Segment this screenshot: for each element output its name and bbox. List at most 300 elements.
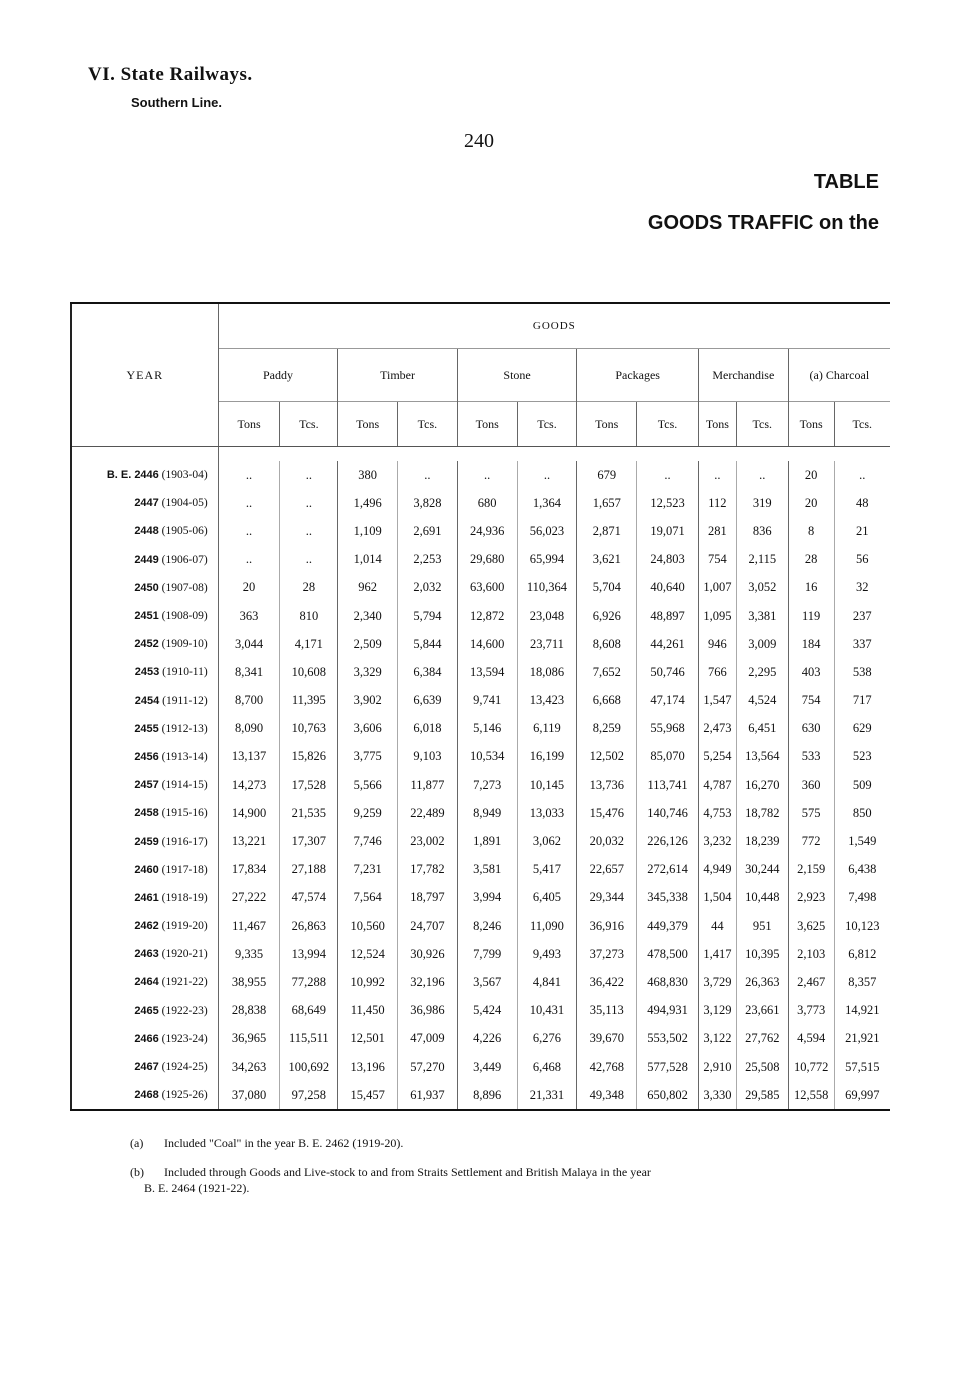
year-ce: (1911-12) <box>162 694 208 707</box>
year-ce: (1915-16) <box>161 807 208 820</box>
year-cell <box>71 884 218 912</box>
value-cell: 23,711 <box>517 630 577 658</box>
value-cell: .. <box>457 461 517 489</box>
value-cell: 8 <box>788 517 834 545</box>
value-cell: 32,196 <box>398 968 458 996</box>
value-cell: 9,741 <box>457 687 517 715</box>
value-cell: 57,515 <box>834 1053 890 1081</box>
value-cell: 1,496 <box>338 489 398 517</box>
value-cell: 14,921 <box>834 997 890 1025</box>
value-cell: 10,145 <box>517 771 577 799</box>
value-cell: 7,231 <box>338 856 398 884</box>
value-cell: 946 <box>698 630 736 658</box>
table-row <box>71 968 890 996</box>
value-cell: 494,931 <box>637 997 699 1025</box>
year-cell <box>71 489 218 517</box>
value-cell: 12,524 <box>338 940 398 968</box>
year-ce: (1906-07) <box>161 553 208 566</box>
value-cell: 23,661 <box>736 997 788 1025</box>
value-cell: 23,048 <box>517 602 577 630</box>
year-cell <box>71 461 218 489</box>
value-cell: 449,379 <box>637 912 699 940</box>
year-ce: (1909-10) <box>161 638 208 651</box>
value-cell: 13,137 <box>218 743 280 771</box>
value-cell: 6,668 <box>577 687 637 715</box>
value-cell: 37,273 <box>577 940 637 968</box>
value-cell: 281 <box>698 517 736 545</box>
value-cell: 4,524 <box>736 687 788 715</box>
value-cell: 21,921 <box>834 1025 890 1053</box>
value-cell: 380 <box>338 461 398 489</box>
value-cell: 8,608 <box>577 630 637 658</box>
footnote-b <box>130 1164 895 1196</box>
value-cell: 3,902 <box>338 687 398 715</box>
value-cell: 22,489 <box>398 799 458 827</box>
table-row <box>71 912 890 940</box>
value-cell: 9,493 <box>517 940 577 968</box>
year-be: 2458 <box>134 807 159 820</box>
value-cell: 468,830 <box>637 968 699 996</box>
year-be: 2460 <box>134 863 159 876</box>
value-cell: 679 <box>577 461 637 489</box>
value-cell: 3,122 <box>698 1025 736 1053</box>
value-cell: 11,395 <box>280 687 338 715</box>
value-cell: 3,773 <box>788 997 834 1025</box>
value-cell: 10,123 <box>834 912 890 940</box>
value-cell: 9,103 <box>398 743 458 771</box>
value-cell: 3,232 <box>698 827 736 855</box>
year-ce: (1907-08) <box>161 581 208 594</box>
value-cell: 14,273 <box>218 771 280 799</box>
section-subtitle: Southern Line. <box>131 95 222 110</box>
value-cell: 44,261 <box>637 630 699 658</box>
value-cell: 1,095 <box>698 602 736 630</box>
year-be: 2465 <box>134 1004 159 1017</box>
year-cell <box>71 602 218 630</box>
value-cell: 650,802 <box>637 1081 699 1110</box>
value-cell: 1,504 <box>698 884 736 912</box>
value-cell: 22,657 <box>577 856 637 884</box>
table-row <box>71 1025 890 1053</box>
value-cell: 11,090 <box>517 912 577 940</box>
year-ce: (1923-24) <box>161 1032 208 1045</box>
value-cell: 766 <box>698 658 736 686</box>
value-cell: 5,794 <box>398 602 458 630</box>
year-be: 2451 <box>134 610 159 623</box>
value-cell: 6,438 <box>834 856 890 884</box>
value-cell: 4,594 <box>788 1025 834 1053</box>
year-cell <box>71 968 218 996</box>
tcs-header: Tcs. <box>834 402 890 447</box>
value-cell: 836 <box>736 517 788 545</box>
value-cell: 10,395 <box>736 940 788 968</box>
value-cell: 1,547 <box>698 687 736 715</box>
value-cell: 538 <box>834 658 890 686</box>
value-cell: 680 <box>457 489 517 517</box>
value-cell: 754 <box>788 687 834 715</box>
value-cell: 1,417 <box>698 940 736 968</box>
value-cell: 6,405 <box>517 884 577 912</box>
year-be: 2454 <box>134 694 160 707</box>
table-row <box>71 884 890 912</box>
value-cell: 8,259 <box>577 715 637 743</box>
group-header: Stone <box>457 349 577 402</box>
value-cell: .. <box>280 546 338 574</box>
table-row <box>71 743 890 771</box>
table-row <box>71 630 890 658</box>
value-cell: 14,900 <box>218 799 280 827</box>
value-cell: 18,086 <box>517 658 577 686</box>
value-cell: 630 <box>788 715 834 743</box>
value-cell: 35,113 <box>577 997 637 1025</box>
year-be: 2456 <box>134 750 159 763</box>
value-cell: 5,844 <box>398 630 458 658</box>
value-cell: 27,222 <box>218 884 280 912</box>
value-cell: 28,838 <box>218 997 280 1025</box>
value-cell: 10,763 <box>280 715 338 743</box>
value-cell: 6,468 <box>517 1053 577 1081</box>
year-be: 2462 <box>134 920 159 933</box>
table-row <box>71 771 890 799</box>
value-cell: 6,276 <box>517 1025 577 1053</box>
table-row <box>71 940 890 968</box>
value-cell: 7,746 <box>338 827 398 855</box>
value-cell: 1,657 <box>577 489 637 517</box>
value-cell: 13,196 <box>338 1053 398 1081</box>
value-cell: 3,062 <box>517 827 577 855</box>
year-be: 2461 <box>134 891 159 904</box>
year-be: 2466 <box>134 1032 159 1045</box>
value-cell: 10,431 <box>517 997 577 1025</box>
value-cell: 77,288 <box>280 968 338 996</box>
year-ce: (1912-13) <box>161 722 208 735</box>
table-row <box>71 658 890 686</box>
year-be: 2463 <box>134 948 159 961</box>
value-cell: 48 <box>834 489 890 517</box>
value-cell: 754 <box>698 546 736 574</box>
value-cell: .. <box>736 461 788 489</box>
value-cell: 38,955 <box>218 968 280 996</box>
year-cell <box>71 912 218 940</box>
value-cell: .. <box>218 546 280 574</box>
value-cell: 12,872 <box>457 602 517 630</box>
year-cell <box>71 687 218 715</box>
value-cell: 15,457 <box>338 1081 398 1110</box>
value-cell: 2,253 <box>398 546 458 574</box>
value-cell: 478,500 <box>637 940 699 968</box>
value-cell: 28 <box>788 546 834 574</box>
tons-header: Tons <box>577 402 637 447</box>
year-be: 2468 <box>134 1089 159 1102</box>
value-cell: 110,364 <box>517 574 577 602</box>
year-ce: (1914-15) <box>161 779 208 792</box>
year-ce: (1924-25) <box>161 1061 208 1074</box>
value-cell: 3,625 <box>788 912 834 940</box>
value-cell: 3,775 <box>338 743 398 771</box>
value-cell: 6,119 <box>517 715 577 743</box>
value-cell: 37,080 <box>218 1081 280 1110</box>
value-cell: 3,567 <box>457 968 517 996</box>
value-cell: 12,502 <box>577 743 637 771</box>
value-cell: 10,992 <box>338 968 398 996</box>
year-be: 2448 <box>134 525 159 538</box>
value-cell: 14,600 <box>457 630 517 658</box>
year-ce: (1922-23) <box>161 1004 208 1017</box>
value-cell: 24,803 <box>637 546 699 574</box>
value-cell: 26,863 <box>280 912 338 940</box>
value-cell: 63,600 <box>457 574 517 602</box>
value-cell: 29,344 <box>577 884 637 912</box>
table-row <box>71 517 890 545</box>
value-cell: 25,508 <box>736 1053 788 1081</box>
value-cell: 112 <box>698 489 736 517</box>
value-cell: 5,146 <box>457 715 517 743</box>
value-cell: 3,129 <box>698 997 736 1025</box>
value-cell: 226,126 <box>637 827 699 855</box>
value-cell: 345,338 <box>637 884 699 912</box>
footnote-a-mark: (a) <box>130 1136 144 1150</box>
year-be: B. E. 2446 <box>106 469 159 482</box>
value-cell: 810 <box>280 602 338 630</box>
footnote-b-text-2: B. E. 2464 (1921-22). <box>144 1181 250 1195</box>
value-cell: .. <box>834 461 890 489</box>
value-cell: 2,295 <box>736 658 788 686</box>
value-cell: 5,417 <box>517 856 577 884</box>
value-cell: 2,159 <box>788 856 834 884</box>
value-cell: 3,581 <box>457 856 517 884</box>
value-cell: 577,528 <box>637 1053 699 1081</box>
year-ce: (1908-09) <box>161 610 208 623</box>
year-cell <box>71 827 218 855</box>
value-cell: 21,331 <box>517 1081 577 1110</box>
table-row <box>71 687 890 715</box>
value-cell: 113,741 <box>637 771 699 799</box>
value-cell: 7,273 <box>457 771 517 799</box>
value-cell: 2,340 <box>338 602 398 630</box>
value-cell: 951 <box>736 912 788 940</box>
table-row <box>71 574 890 602</box>
table-word: TABLE <box>813 171 879 193</box>
value-cell: 27,762 <box>736 1025 788 1053</box>
value-cell: 56,023 <box>517 517 577 545</box>
value-cell: 27,188 <box>280 856 338 884</box>
value-cell: 13,564 <box>736 743 788 771</box>
value-cell: .. <box>218 517 280 545</box>
value-cell: 184 <box>788 630 834 658</box>
value-cell: 8,246 <box>457 912 517 940</box>
value-cell: 36,916 <box>577 912 637 940</box>
value-cell: 30,926 <box>398 940 458 968</box>
year-ce: (1921-22) <box>161 976 208 989</box>
value-cell: 2,103 <box>788 940 834 968</box>
value-cell: 8,090 <box>218 715 280 743</box>
table-frame <box>70 302 890 1111</box>
value-cell: 3,052 <box>736 574 788 602</box>
year-cell <box>71 546 218 574</box>
value-cell: 11,467 <box>218 912 280 940</box>
value-cell: 9,335 <box>218 940 280 968</box>
year-cell <box>71 1053 218 1081</box>
value-cell: 57,270 <box>398 1053 458 1081</box>
value-cell: .. <box>280 517 338 545</box>
value-cell: 10,772 <box>788 1053 834 1081</box>
year-ce: (1905-06) <box>161 525 208 538</box>
value-cell: 34,263 <box>218 1053 280 1081</box>
value-cell: 1,007 <box>698 574 736 602</box>
value-cell: 47,574 <box>280 884 338 912</box>
year-ce: (1904-05) <box>161 497 208 510</box>
value-cell: 13,994 <box>280 940 338 968</box>
value-cell: 5,566 <box>338 771 398 799</box>
value-cell: 12,501 <box>338 1025 398 1053</box>
value-cell: 962 <box>338 574 398 602</box>
tons-header: Tons <box>698 402 736 447</box>
year-be: 2455 <box>134 722 159 735</box>
year-ce: (1903-04) <box>161 469 208 482</box>
value-cell: 36,986 <box>398 997 458 1025</box>
value-cell: 18,782 <box>736 799 788 827</box>
value-cell: 13,423 <box>517 687 577 715</box>
year-ce: (1910-11) <box>162 666 208 679</box>
value-cell: 5,254 <box>698 743 736 771</box>
value-cell: 8,896 <box>457 1081 517 1110</box>
value-cell: 3,994 <box>457 884 517 912</box>
value-cell: 100,692 <box>280 1053 338 1081</box>
table-row <box>71 799 890 827</box>
year-ce: (1916-17) <box>161 835 208 848</box>
value-cell: 360 <box>788 771 834 799</box>
value-cell: 24,707 <box>398 912 458 940</box>
table-row <box>71 856 890 884</box>
value-cell: .. <box>218 489 280 517</box>
value-cell: 115,511 <box>280 1025 338 1053</box>
value-cell: 11,450 <box>338 997 398 1025</box>
value-cell: 717 <box>834 687 890 715</box>
value-cell: 2,032 <box>398 574 458 602</box>
value-cell: 2,691 <box>398 517 458 545</box>
value-cell: 10,608 <box>280 658 338 686</box>
value-cell: 850 <box>834 799 890 827</box>
goods-traffic-table <box>70 304 890 1111</box>
group-header: Merchandise <box>698 349 788 402</box>
value-cell: 10,448 <box>736 884 788 912</box>
group-header: (a) Charcoal <box>788 349 890 402</box>
value-cell: 16,199 <box>517 743 577 771</box>
value-cell: 2,910 <box>698 1053 736 1081</box>
tons-header: Tons <box>218 402 280 447</box>
value-cell: 16 <box>788 574 834 602</box>
value-cell: .. <box>637 461 699 489</box>
year-cell <box>71 743 218 771</box>
value-cell: 55,968 <box>637 715 699 743</box>
value-cell: 8,949 <box>457 799 517 827</box>
footnote-a <box>130 1136 403 1151</box>
table-row <box>71 827 890 855</box>
value-cell: 13,033 <box>517 799 577 827</box>
section-title: VI. State Railways. <box>88 64 253 85</box>
year-be: 2457 <box>134 779 159 792</box>
value-cell: 6,639 <box>398 687 458 715</box>
value-cell: 4,787 <box>698 771 736 799</box>
value-cell: .. <box>517 461 577 489</box>
tcs-header: Tcs. <box>280 402 338 447</box>
table-row <box>71 715 890 743</box>
value-cell: 97,258 <box>280 1081 338 1110</box>
value-cell: 24,936 <box>457 517 517 545</box>
value-cell: 29,585 <box>736 1081 788 1110</box>
value-cell: 319 <box>736 489 788 517</box>
value-cell: 49,348 <box>577 1081 637 1110</box>
value-cell: 20,032 <box>577 827 637 855</box>
value-cell: 119 <box>788 602 834 630</box>
year-be: 2464 <box>134 976 159 989</box>
value-cell: .. <box>280 489 338 517</box>
year-cell <box>71 1025 218 1053</box>
value-cell: 18,239 <box>736 827 788 855</box>
year-be: 2459 <box>134 835 159 848</box>
year-cell <box>71 997 218 1025</box>
value-cell: 17,307 <box>280 827 338 855</box>
value-cell: 56 <box>834 546 890 574</box>
year-cell <box>71 658 218 686</box>
value-cell: 523 <box>834 743 890 771</box>
year-cell <box>71 630 218 658</box>
value-cell: 8,700 <box>218 687 280 715</box>
value-cell: 772 <box>788 827 834 855</box>
value-cell: .. <box>698 461 736 489</box>
value-cell: 61,937 <box>398 1081 458 1110</box>
value-cell: 7,498 <box>834 884 890 912</box>
footnote-b-mark: (b) <box>130 1165 144 1179</box>
value-cell: 20 <box>788 489 834 517</box>
page-number: 240 <box>464 130 494 152</box>
value-cell: 2,871 <box>577 517 637 545</box>
value-cell: 6,384 <box>398 658 458 686</box>
value-cell: 337 <box>834 630 890 658</box>
value-cell: 28 <box>280 574 338 602</box>
value-cell: 26,363 <box>736 968 788 996</box>
value-cell: 3,729 <box>698 968 736 996</box>
tcs-header: Tcs. <box>398 402 458 447</box>
value-cell: 23,002 <box>398 827 458 855</box>
year-be: 2449 <box>134 553 159 566</box>
value-cell: 29,680 <box>457 546 517 574</box>
value-cell: 13,594 <box>457 658 517 686</box>
year-cell <box>71 574 218 602</box>
value-cell: 36,422 <box>577 968 637 996</box>
value-cell: 4,171 <box>280 630 338 658</box>
tcs-header: Tcs. <box>517 402 577 447</box>
tons-header: Tons <box>788 402 834 447</box>
value-cell: 47,009 <box>398 1025 458 1053</box>
year-cell <box>71 799 218 827</box>
value-cell: 48,897 <box>637 602 699 630</box>
value-cell: 17,782 <box>398 856 458 884</box>
value-cell: 6,018 <box>398 715 458 743</box>
tcs-header: Tcs. <box>736 402 788 447</box>
tons-header: Tons <box>457 402 517 447</box>
value-cell: 3,329 <box>338 658 398 686</box>
value-cell: 6,812 <box>834 940 890 968</box>
value-cell: 4,753 <box>698 799 736 827</box>
value-cell: 18,797 <box>398 884 458 912</box>
table-caption: GOODS TRAFFIC on the <box>647 212 879 234</box>
value-cell: 13,221 <box>218 827 280 855</box>
value-cell: 32 <box>834 574 890 602</box>
value-cell: 3,621 <box>577 546 637 574</box>
value-cell: 47,174 <box>637 687 699 715</box>
value-cell: 2,115 <box>736 546 788 574</box>
